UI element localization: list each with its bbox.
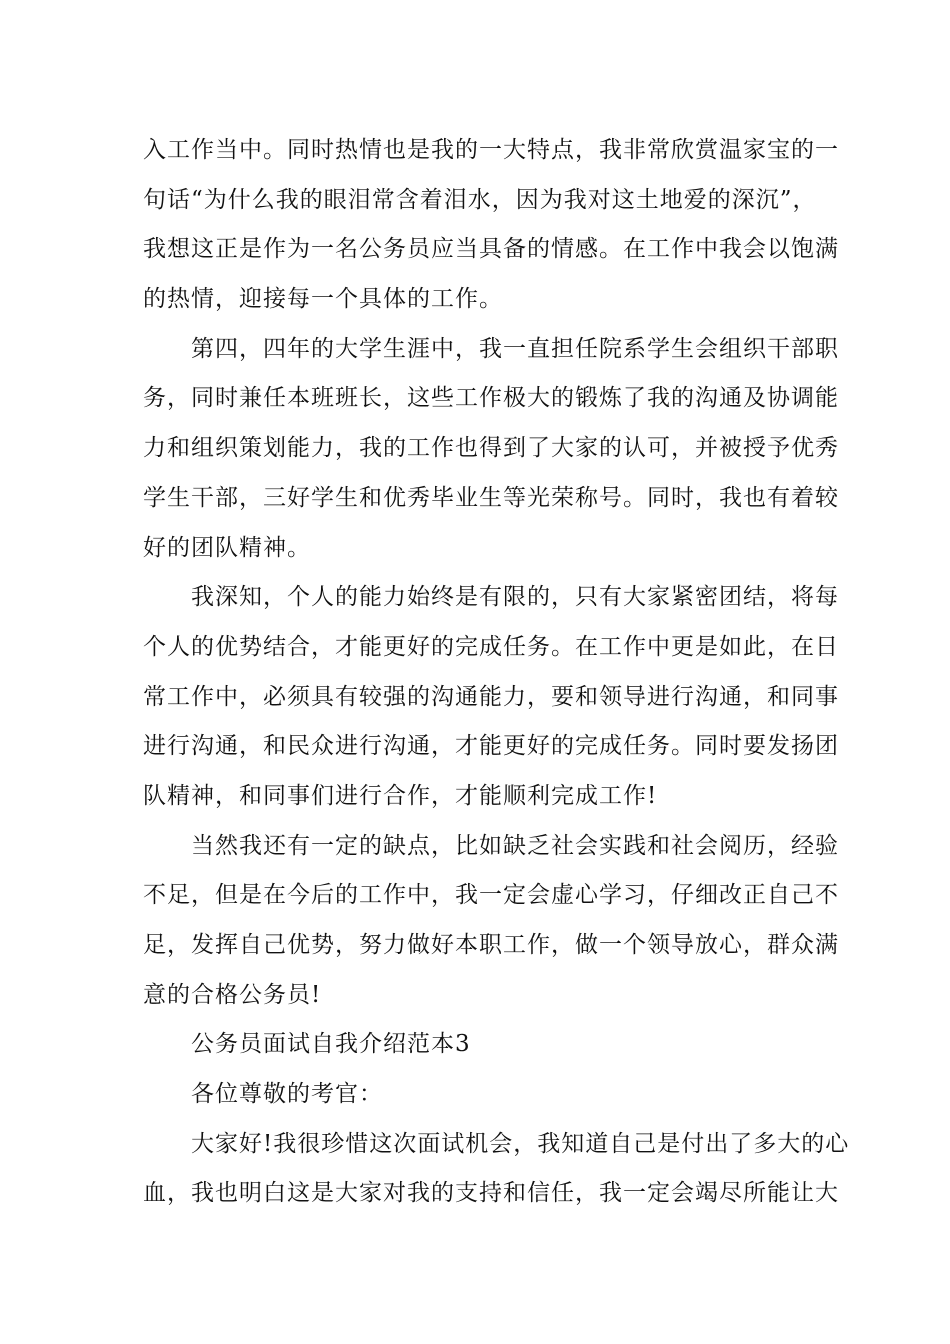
text-line: 常工作中，必须具有较强的沟通能力，要和领导进行沟通，和同事 — [143, 683, 839, 710]
section-heading — [143, 1020, 813, 1070]
text-line: 句话“为什么我的眼泪常含着泪水，因为我对这土地爱的深沉”， — [143, 186, 817, 213]
text-line: 足，发挥自己优势，努力做好本职工作，做一个领导放心，群众满 — [143, 932, 839, 958]
paragraph-continuation — [143, 126, 839, 325]
paragraph-shortcomings — [143, 822, 839, 1021]
paragraph-teamwork — [143, 573, 839, 821]
paragraph-fourth-point — [143, 325, 839, 573]
text-line: 第四，四年的大学生涯中，我一直担任院系学生会组织干部职 — [191, 335, 839, 362]
text-line: 不足，但是在今后的工作中，我一定会虚心学习，仔细改正自己不 — [143, 882, 839, 909]
document-body — [143, 126, 850, 1219]
text-line: 好的团队精神。 — [143, 534, 311, 561]
text-line: 公务员面试自我介绍范本3 — [191, 1031, 471, 1058]
text-line: 力和组织策划能力，我的工作也得到了大家的认可，并被授予优秀 — [143, 435, 839, 462]
text-line: 务，同时兼任本班班长，这些工作极大的锻炼了我的沟通及协调能 — [143, 385, 839, 412]
text-line: 队精神，和同事们进行合作，才能顺利完成工作! — [143, 782, 658, 809]
text-line: 入工作当中。同时热情也是我的一大特点，我非常欣赏温家宝的一 — [143, 137, 839, 163]
text-line: 进行沟通，和民众进行沟通，才能更好的完成任务。同时要发扬团 — [143, 733, 839, 760]
text-line: 血，我也明白这是大家对我的支持和信任，我一定会竭尽所能让大 — [143, 1180, 839, 1207]
text-line: 意的合格公务员! — [143, 981, 322, 1008]
text-line: 大家好!我很珍惜这次面试机会，我知道自己是付出了多大的心 — [191, 1130, 850, 1157]
salutation — [143, 1070, 813, 1120]
text-line: 的热情，迎接每一个具体的工作。 — [143, 286, 503, 313]
text-line: 我深知，个人的能力始终是有限的，只有大家紧密团结，将每 — [191, 584, 839, 611]
text-line: 各位尊敬的考官： — [191, 1081, 383, 1108]
text-line: 当然我还有一定的缺点，比如缺乏社会实践和社会阅历，经验 — [191, 832, 839, 859]
text-line: 我想这正是作为一名公务员应当具备的情感。在工作中我会以饱满 — [143, 236, 839, 263]
text-line: 学生干部，三好学生和优秀毕业生等光荣称号。同时，我也有着较 — [143, 484, 839, 511]
text-line: 个人的优势结合，才能更好的完成任务。在工作中更是如此，在日 — [143, 633, 839, 660]
paragraph-greeting — [143, 1120, 850, 1219]
